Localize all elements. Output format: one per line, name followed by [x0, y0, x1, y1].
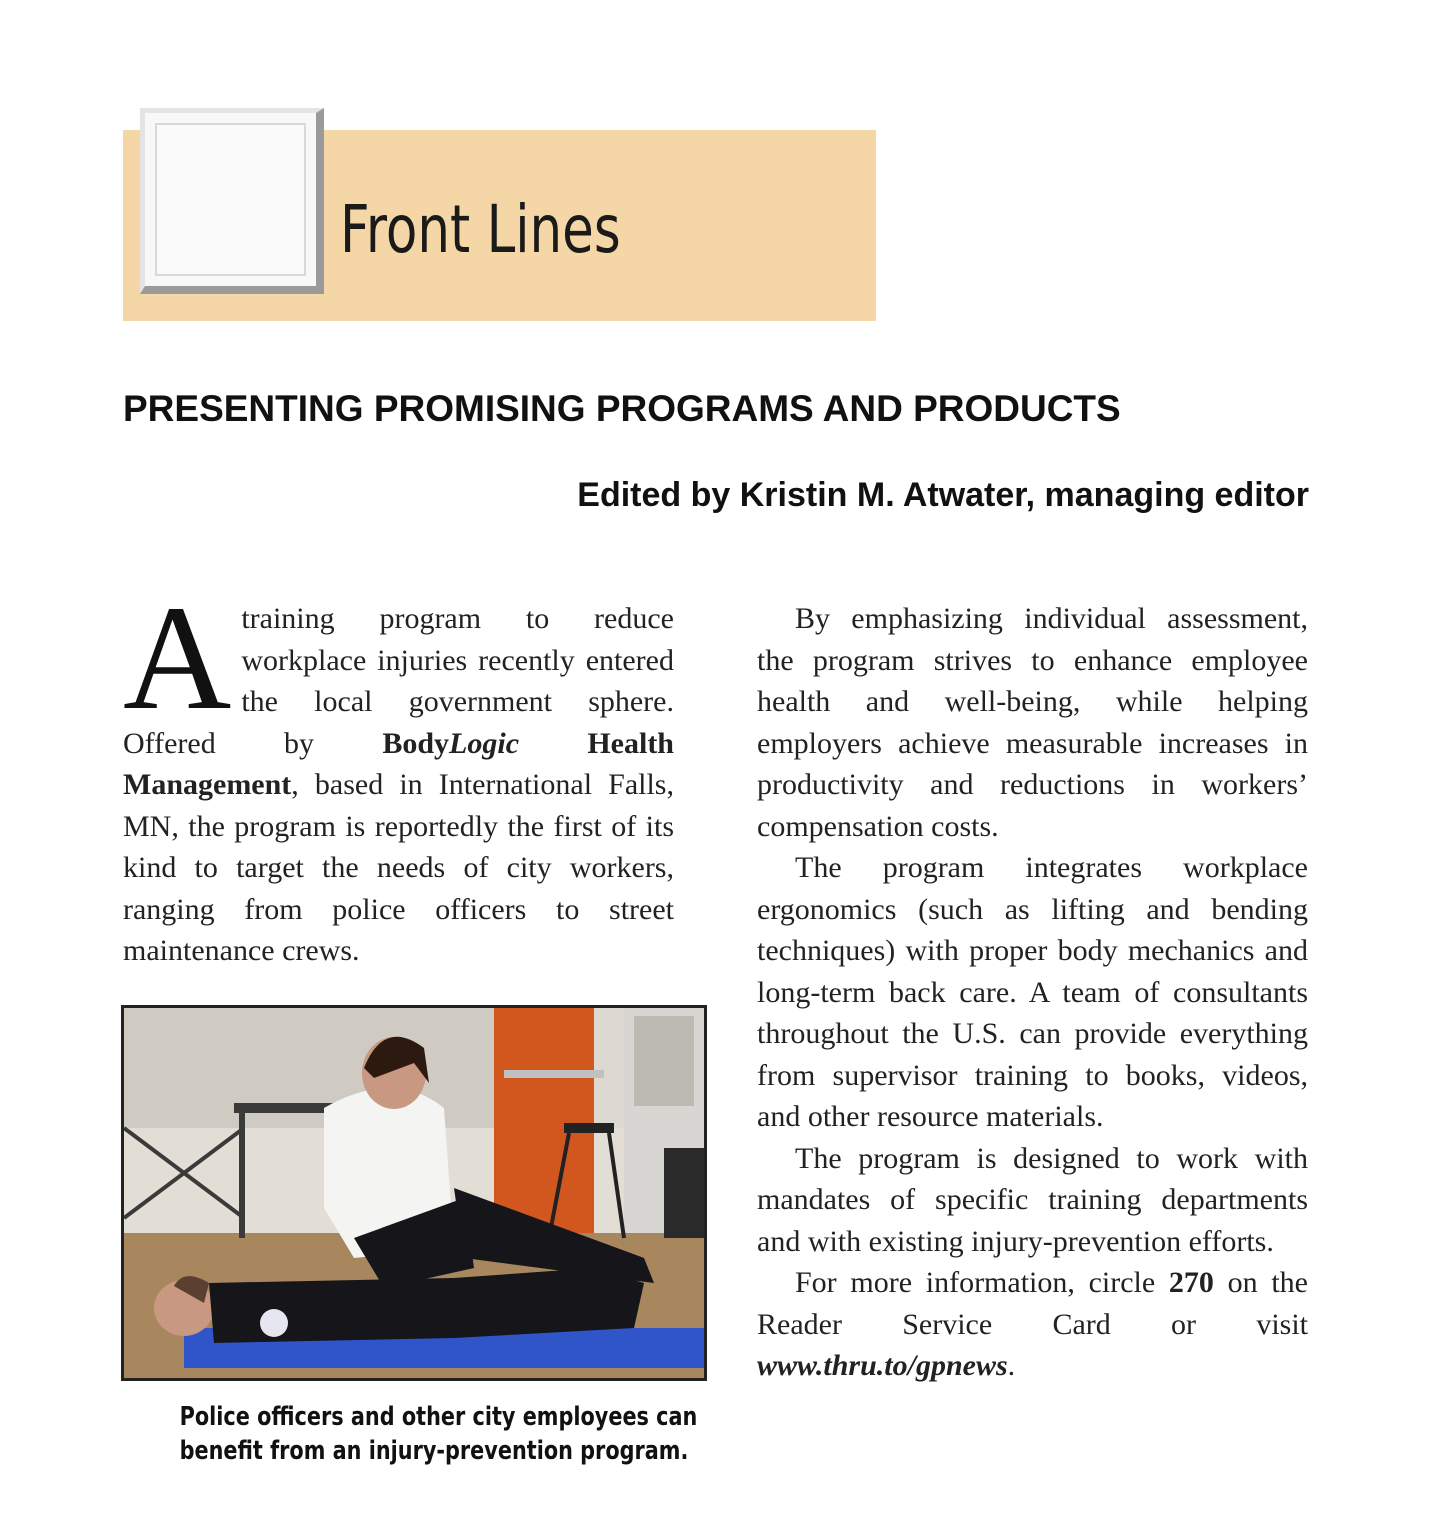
paragraph-3: The program integrates workplace ergonomics (such as lifting and bending techniques) with proper body mechanics and long-term back care. A team of consultants throughout the U.S. can provide everything from supervisor training to books, videos, and other resource materials. — [757, 851, 1308, 1133]
company-name-body: Body — [382, 726, 450, 760]
p5-end: . — [1007, 1349, 1016, 1382]
paragraph-2: By emphasizing individual assessment, the program strives to enhance employee health and well-being, while helping employers achieve measurable increases in productivity and reductions in workers’ compensation costs. — [757, 602, 1308, 843]
photo-illustration — [124, 1008, 704, 1378]
company-name-rest: Health Management — [123, 726, 674, 801]
headline: PRESENTING PROMISING PROGRAMS AND PRODUCTS — [123, 388, 1121, 429]
training-photo — [121, 1005, 707, 1381]
dropcap: A — [123, 575, 232, 741]
caption-line-2: benefit from an injury-prevention program. — [179, 1436, 689, 1466]
article-column-right — [757, 598, 1308, 1387]
p5-text-a: For more information, circle — [795, 1266, 1169, 1299]
article-column-left — [123, 575, 674, 972]
banner-frame-inner — [155, 123, 306, 276]
byline: Edited by Kristin M. Atwater, managing editor — [577, 476, 1309, 514]
p5-text-b: on the Reader Service Card or visit — [757, 1266, 1308, 1341]
banner-frame-box — [140, 108, 324, 294]
caption-line-1: Police officers and other city employees can — [179, 1402, 698, 1432]
reader-service-number: 270 — [1168, 1266, 1214, 1299]
intro-paragraph — [123, 575, 674, 972]
company-name-logic: Logic — [449, 726, 520, 760]
intro-text-2: , based in International Falls, MN, the program is reportedly the first of its kind to target the needs of city workers, ranging from police officers to street maintenance crews. — [123, 768, 674, 967]
website-link[interactable]: www.thru.to/gpnews — [757, 1349, 1008, 1382]
photo-caption — [121, 1400, 707, 1468]
section-title: Front Lines — [340, 191, 621, 268]
paragraph-4: The program is designed to work with mandates of specific training departments and with existing injury-prevention efforts. — [757, 1141, 1308, 1258]
intro-text-1: training program to reduce workplace injuries recently entered the local government sphere. Offered by — [123, 602, 674, 760]
paragraph-5 — [757, 1262, 1308, 1387]
